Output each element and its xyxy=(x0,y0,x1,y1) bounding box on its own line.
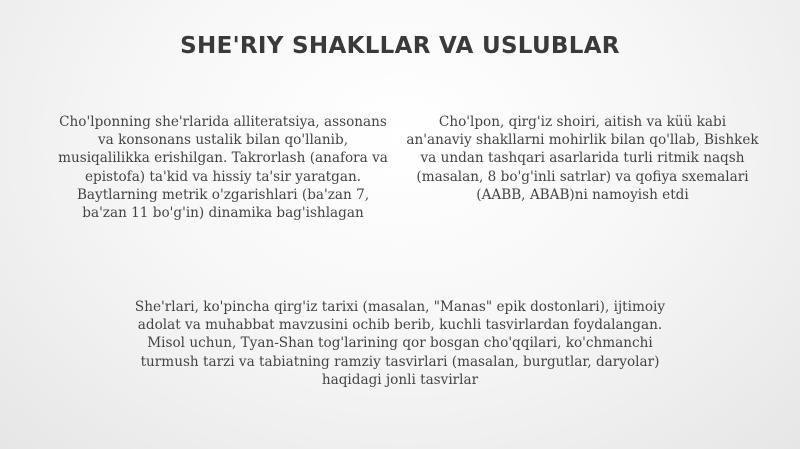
right-text-block: Cho'lpon, qirg'iz shoiri, aitish va küü kabi an'anaviy shakllarni mohirlik bilan qo'llab, Bishkek va undan tashqari asarlarida turli ritmik naqsh (masalan, 8 bo'g'inli satrlar) va qofiya sxemalari (AABB, ABAB)ni namoyish etdi xyxy=(406,114,759,203)
left-text-block: Cho'lponning she'rlarida alliteratsiya, assonans va konsonans ustalik bilan qo'llanib, musiqalilikka erishilgan. Takrorlash (anafora va epistofa) ta'kid va hissiy ta'sir yaratgan. Baytlarning metrik o'zgarishlari (ba'zan 7, ba'zan 11 bo'g'in) dinamika bag'ishlagan xyxy=(58,114,388,222)
slide-title: SHE'RIY SHAKLLAR VA USLUBLAR xyxy=(180,33,620,59)
bottom-text-block: She'rlari, ko'pincha qirg'iz tarixi (masalan, "Manas" epik dostonlari), ijtimoiy adolat va muhabbat mavzusini ochib berib, kuchli tasvirlardan foydalangan. Misol uchun, Tyan-Shan tog'larining qor bosgan cho'qqilari, ko'chmanchi turmush tarzi va tabiatning ramziy tasvirlari (masalan, burgutlar, daryolar) haqidagi jonli tasvirlar xyxy=(134,299,666,388)
